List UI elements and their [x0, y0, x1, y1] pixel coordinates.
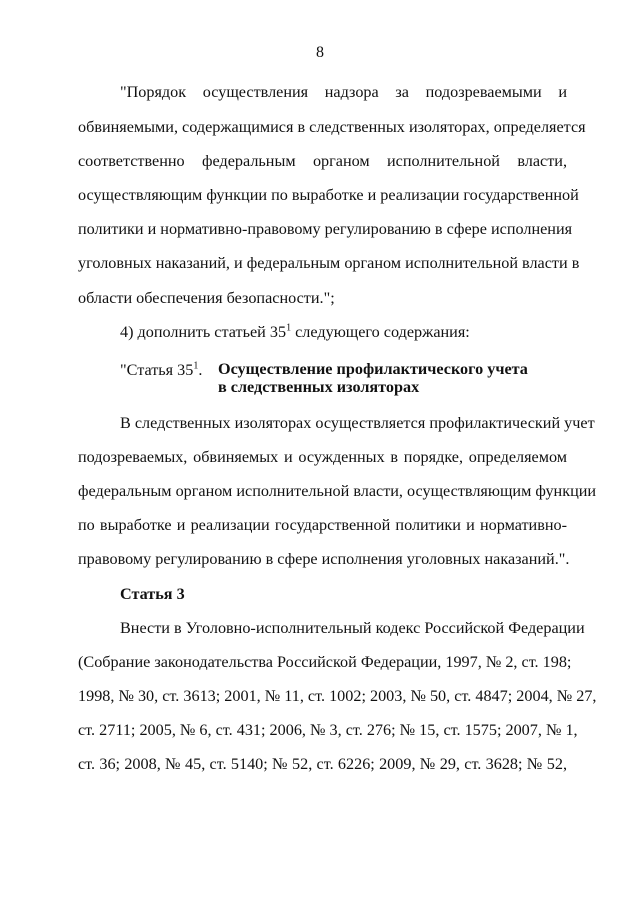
- text-line: ст. 2711; 2005, № 6, ст. 431; 2006, № 3, ст. 276; № 15, ст. 1575; 2007, № 1,: [78, 721, 578, 739]
- text-line: ст. 36; 2008, № 45, ст. 5140; № 52, ст. 6226; 2009, № 29, ст. 3628; № 52,: [78, 755, 567, 773]
- article-prefix: "Статья 35: [120, 361, 194, 379]
- superscript: 1: [193, 360, 199, 372]
- text-line: уголовных наказаний, и федеральным органом исполнительной власти в: [78, 254, 580, 272]
- text-line: Внести в Уголовно-исполнительный кодекс Российской Федерации: [120, 619, 585, 637]
- text-line: политики и нормативно-правовому регулированию в сфере исполнения: [78, 220, 573, 238]
- text-line: подозреваемых, обвиняемых и осужденных в порядке, определяемом: [78, 448, 567, 466]
- text-line: соответственно федеральным органом исполнительной власти,: [78, 152, 567, 170]
- article-heading-label: [120, 360, 202, 380]
- superscript: 1: [286, 322, 292, 334]
- article-title-line: Осуществление профилактического учета: [218, 360, 528, 378]
- text-line: В следственных изоляторах осуществляется профилактический учет: [120, 414, 595, 432]
- list-item-text: следующего содержания:: [291, 323, 470, 341]
- text-line: правовому регулированию в сфере исполнения уголовных наказаний.".: [78, 550, 570, 568]
- text-line: по выработке и реализации государственной политики и нормативно-: [78, 516, 567, 534]
- text-line: области обеспечения безопасности.";: [78, 289, 335, 307]
- text-line: 1998, № 30, ст. 3613; 2001, № 11, ст. 1002; 2003, № 50, ст. 4847; 2004, № 27,: [78, 687, 597, 705]
- article-suffix: .: [198, 361, 203, 379]
- text-line: осуществляющим функции по выработке и реализации государственной: [78, 186, 579, 204]
- article-3-title: Статья 3: [120, 585, 185, 603]
- list-item-text: 4) дополнить статьей 35: [120, 323, 287, 341]
- list-item-4: [120, 322, 567, 342]
- article-title-line: в следственных изоляторах: [218, 378, 420, 396]
- page-number: 8: [316, 44, 324, 61]
- text-line: (Собрание законодательства Российской Федерации, 1997, № 2, ст. 198;: [78, 653, 572, 671]
- text-line: "Порядок осуществления надзора за подозреваемыми и: [120, 83, 567, 101]
- text-line: обвиняемыми, содержащимися в следственных изоляторах, определяется: [78, 118, 586, 136]
- text-line: федеральным органом исполнительной власти, осуществляющим функции: [78, 482, 597, 500]
